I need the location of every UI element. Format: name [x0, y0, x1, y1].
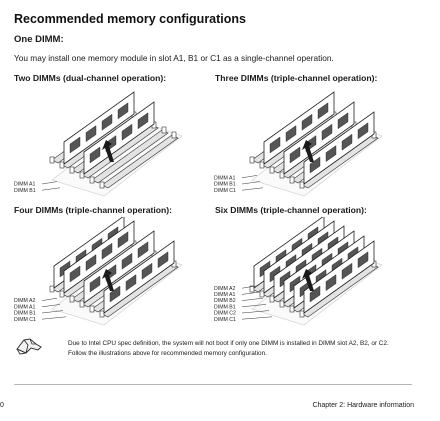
- dimm-label: DIMM C2: [214, 310, 236, 317]
- dimm-label: DIMM A2: [214, 285, 236, 292]
- label-leader-line: [42, 182, 57, 184]
- label-leader-line: [242, 188, 263, 190]
- label-leader-line: [42, 188, 60, 190]
- label-leader-line: [242, 182, 260, 184]
- dimm-label: DIMM C1: [214, 316, 236, 323]
- footer-divider: [14, 384, 412, 385]
- page-number: 0: [0, 402, 4, 409]
- dimm-label: DIMM A1: [14, 304, 36, 311]
- figure-six-dimms: [212, 217, 392, 327]
- dimm-label: DIMM A1: [14, 181, 36, 188]
- section-title: Recommended memory configurations: [14, 12, 246, 26]
- caption-six-dimms: Six DIMMs (triple-channel operation):: [215, 205, 367, 215]
- caption-four-dimms: Four DIMMs (triple-channel operation):: [14, 205, 173, 215]
- dimm-label: DIMM A2: [14, 298, 36, 305]
- one-dimm-text: You may install one memory module in slot A1, B1 or C1 as a single-channel operation.: [14, 53, 334, 63]
- caption-three-dimms: Three DIMMs (triple-channel operation):: [215, 73, 378, 83]
- label-leader-line: [242, 317, 272, 319]
- figure-three-dimms: [212, 88, 392, 198]
- dimm-label: DIMM B1: [14, 310, 36, 317]
- dimm-label: DIMM C1: [14, 316, 36, 323]
- dimm-label: DIMM C1: [214, 187, 236, 194]
- dimm-label: DIMM A1: [214, 175, 236, 182]
- label-leader-line: [42, 317, 66, 319]
- pencil-note-icon: [14, 335, 44, 362]
- dimm-label: DIMM B1: [14, 187, 36, 194]
- label-leader-line: [242, 298, 263, 300]
- label-leader-line: [242, 175, 257, 177]
- dimm-label: DIMM B1: [214, 181, 236, 188]
- label-leader-line: [42, 311, 63, 313]
- figure-two-dimms: [12, 88, 192, 198]
- caption-two-dimms: Two DIMMs (dual-channel operation):: [14, 73, 167, 83]
- dimm-label: DIMM B1: [214, 304, 236, 311]
- figure-four-dimms: [12, 217, 192, 327]
- chapter-footer: Chapter 2: Hardware information: [312, 402, 414, 409]
- label-leader-line: [242, 292, 260, 294]
- dimm-label: DIMM A1: [214, 292, 236, 298]
- dimm-label: DIMM B2: [214, 298, 236, 305]
- one-dimm-heading: One DIMM:: [14, 34, 64, 45]
- label-leader-line: [42, 298, 57, 300]
- note-text: Due to Intel CPU spec definition, the system will not boot if only one DIMM is installed in DIMM slot A2, B2, or C2. Follow the illustrations above for recommended memory configuration.: [68, 340, 389, 357]
